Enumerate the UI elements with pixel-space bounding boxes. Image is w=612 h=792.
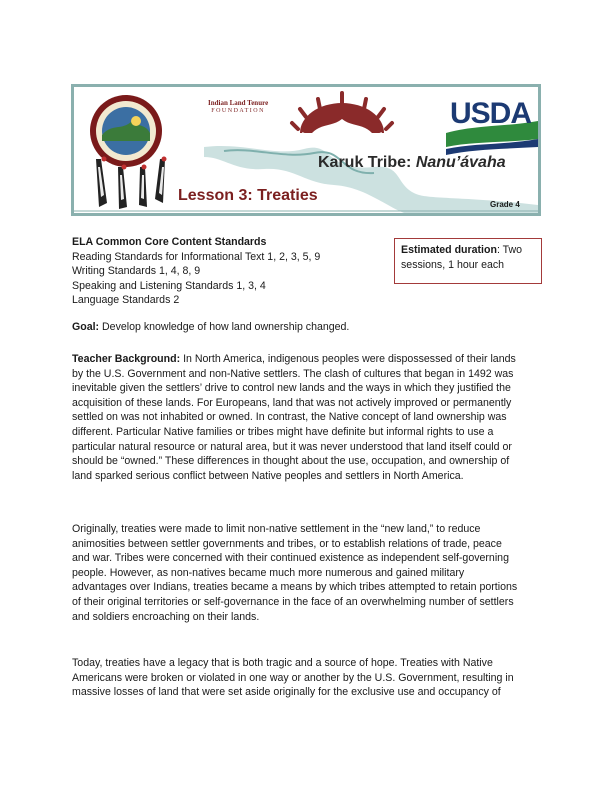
goal-section — [72, 320, 546, 335]
paragraph-line: inevitable given the settlers’ drive to control new lands and the ways in which they justified the — [72, 382, 511, 395]
foundation-logo — [208, 99, 268, 115]
usda-logo: USDA — [450, 97, 532, 130]
paragraph-line: different. Particular Native families or tribes might have definite but informal rights to use a — [72, 425, 494, 438]
standards-line: Speaking and Listening Standards 1, 3, 4 — [72, 279, 266, 292]
paragraph-line: by the U.S. Government and non-Native settlers. The clash of cultures that began in 1492 was — [72, 367, 514, 380]
title-italic: Nanu’ávaha — [415, 154, 506, 171]
background-label: Teacher Background: — [72, 353, 181, 365]
paragraph-line: advantages over Indians, treaties became a means by which tribes attempted to retain portions — [72, 581, 518, 594]
standards-heading: ELA Common Core Content Standards — [72, 236, 267, 248]
duration-label: Estimated duration — [401, 244, 497, 256]
duration-box — [394, 238, 542, 284]
banner-title — [318, 154, 506, 172]
background-line: In North America, indigenous peoples were dispossessed of their lands — [180, 353, 516, 365]
paragraph-line: and soldiers encroaching on their lands. — [72, 610, 260, 623]
paragraph-line: animosities between settler governments and tribes, or to establish relations of trade, peace — [72, 537, 502, 550]
paragraph-line — [72, 352, 546, 367]
standards-section — [72, 235, 372, 308]
teacher-background — [72, 352, 546, 483]
paragraph-line: of their original territories or self-governance in the face of an overwhelming number of settlers — [72, 595, 514, 608]
title-prefix: Karuk Tribe: — [318, 154, 416, 171]
treaties-origin-paragraph — [72, 522, 546, 624]
paragraph-line: land sparked serious conflict between Native peoples and settlers in North America. — [72, 469, 464, 482]
goal-text: Develop knowledge of how land ownership changed. — [99, 321, 350, 333]
paragraph-line: massive losses of land that were set aside originally for the exclusive use and occupancy of — [72, 686, 501, 699]
paragraph-line: people. However, as non-natives became much more numerous and gained military — [72, 566, 465, 579]
lesson-title: Lesson 3: Treaties — [178, 187, 318, 204]
paragraph-line: Americans were broken or violated in one way or another by the U.S. Government, resulting in — [72, 671, 514, 684]
paragraph-line: and war. Tribes were concerned with their continued existence as independent self-governing — [72, 552, 509, 565]
foundation-name: Indian Land Tenure — [208, 99, 269, 107]
paragraph-line: settled on was not inhabited or owned. In contrast, the Native concept of land ownership was — [72, 411, 507, 424]
paragraph-line: Today, treaties have a legacy that is both tragic and a source of hope. Treaties with Native — [72, 657, 493, 669]
goal-label: Goal: — [72, 321, 100, 333]
paragraph-line: Originally, treaties were made to limit non-native settlement in the “new land,” to reduce — [72, 523, 481, 535]
standards-line: Reading Standards for Informational Text 1, 2, 3, 5, 9 — [72, 250, 321, 263]
paragraph-line: particular natural resource or natural area, but it was never understood that land itself could or — [72, 440, 512, 453]
foundation-subtitle: FOUNDATION — [211, 108, 265, 114]
duration-value: : Two sessions, 1 hour each — [401, 244, 523, 271]
standards-line: Language Standards 2 — [72, 294, 180, 307]
paragraph-line: acquisition of these lands. For Europeans, land that was not actively improved or permanently — [72, 396, 512, 409]
standards-line: Writing Standards 1, 4, 8, 9 — [72, 265, 201, 278]
paragraph-line: should be “owned.” These differences in thought about the use, occupation, and ownership of — [72, 455, 510, 468]
grade-label: Grade 4 — [490, 200, 520, 209]
treaties-legacy-paragraph — [72, 656, 546, 700]
lesson-banner — [71, 84, 541, 216]
